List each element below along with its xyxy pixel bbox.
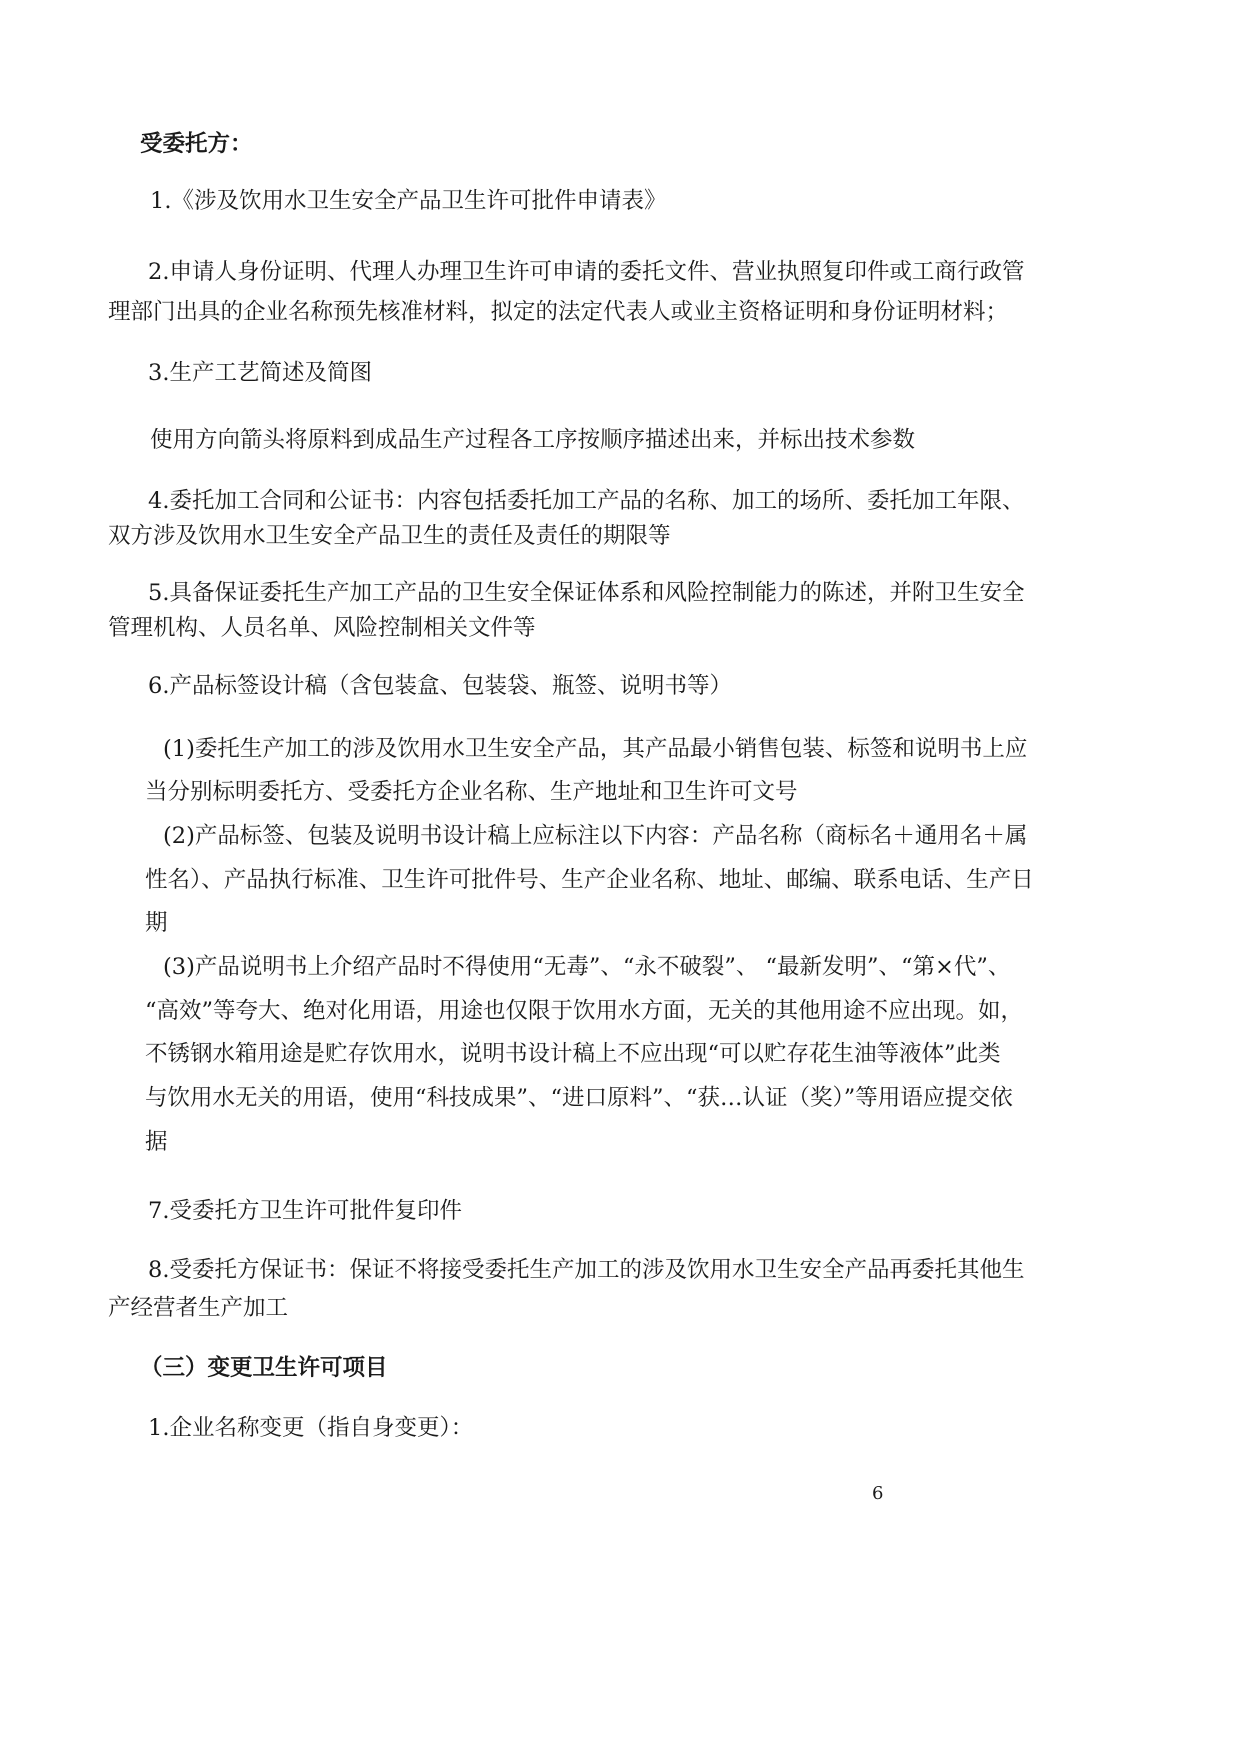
item-7: 7.受委托方卫生许可批件复印件 [148,1198,462,1224]
subitem-3-line-2: “高效”等夸大、绝对化用语，用途也仅限于饮用水方面，无关的其他用途不应出现。如， [145,998,1024,1024]
item-5-line-2: 管理机构、人员名单、风险控制相关文件等 [108,615,536,641]
subitem-1-line-1: (1)委托生产加工的涉及饮用水卫生安全产品，其产品最小销售包装、标签和说明书上应 [163,736,1028,762]
item-8-line-2: 产经营者生产加工 [108,1295,289,1321]
subitem-3-line-5: 据 [145,1129,168,1155]
item-2-line-1: 2.申请人身份证明、代理人办理卫生许可申请的委托文件、营业执照复印件或工商行政管 [148,259,1025,285]
item-2-line-2: 理部门出具的企业名称预先核准材料，拟定的法定代表人或业主资格证明和身份证明材料； [108,299,1009,325]
item-6: 6.产品标签设计稿（含包装盒、包装袋、瓶签、说明书等） [148,673,732,699]
item-1: 1.《涉及饮用水卫生安全产品卫生许可批件申请表》 [150,188,667,214]
item-8-line-1: 8.受委托方保证书：保证不将接受委托生产加工的涉及饮用水卫生安全产品再委托其他生 [148,1257,1025,1283]
subitem-3-line-3: 不锈钢水箱用途是贮存饮用水，说明书设计稿上不应出现“可以贮存花生油等液体”此类 [145,1041,1001,1067]
section-heading-change-license: （三）变更卫生许可项目 [140,1355,388,1381]
item-4-line-1: 4.委托加工合同和公证书：内容包括委托加工产品的名称、加工的场所、委托加工年限、 [148,488,1025,514]
subitem-3-line-4: 与饮用水无关的用语，使用“科技成果”、“进口原料”、“获…认证（奖）”等用语应提交依 [145,1085,1013,1111]
page-number: 6 [872,1483,884,1504]
subitem-2-line-2: 性名）、产品执行标准、卫生许可批件号、生产企业名称、地址、邮编、联系电话、生产日 [145,867,1034,893]
subitem-3-line-1: (3)产品说明书上介绍产品时不得使用“无毒”、“永不破裂”、 “最新发明”、“第×代”、 [163,954,1011,980]
subitem-2-line-1: (2)产品标签、包装及说明书设计稿上应标注以下内容：产品名称（商标名＋通用名＋属 [163,823,1028,849]
item-3-description: 使用方向箭头将原料到成品生产过程各工序按顺序描述出来，并标出技术参数 [150,427,916,453]
subitem-2-line-3: 期 [145,910,168,936]
item-3: 3.生产工艺简述及简图 [148,360,372,386]
section-item-1: 1.企业名称变更（指自身变更）： [148,1415,474,1441]
subitem-1-line-2: 当分别标明委托方、受委托方企业名称、生产地址和卫生许可文号 [145,779,798,805]
item-4-line-2: 双方涉及饮用水卫生安全产品卫生的责任及责任的期限等 [108,523,671,549]
item-5-line-1: 5.具备保证委托生产加工产品的卫生安全保证体系和风险控制能力的陈述，并附卫生安全 [148,580,1025,606]
heading-entrusted-party: 受委托方： [140,131,253,157]
